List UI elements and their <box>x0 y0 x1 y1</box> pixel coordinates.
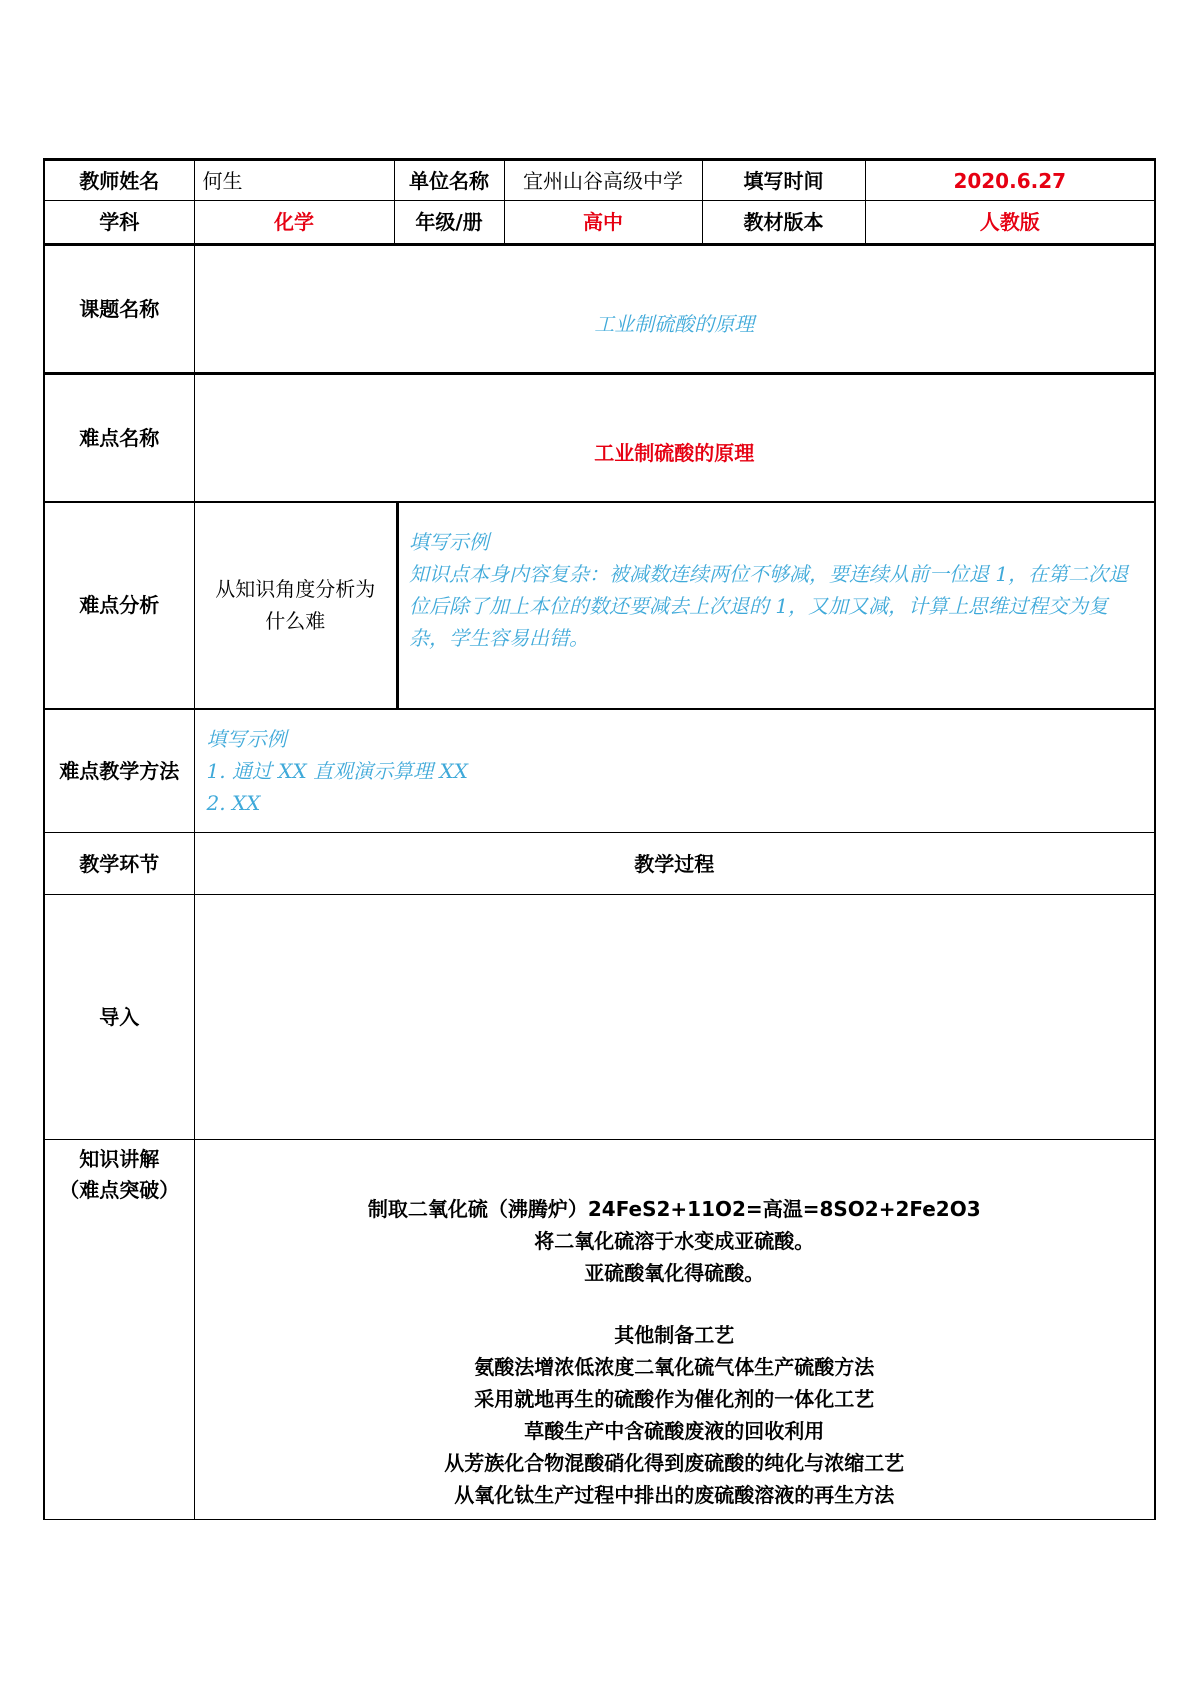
knowledge-gap <box>195 1289 1155 1319</box>
difficulty-value: 工业制硫酸的原理 <box>194 374 1155 502</box>
fill-date: 2020.6.27 <box>865 160 1155 201</box>
topic-value: 工业制硫酸的原理 <box>194 245 1155 374</box>
teacher-name: 何生 <box>194 160 394 201</box>
knowledge-line: 采用就地再生的硫酸作为催化剂的一体化工艺 <box>474 1387 875 1411</box>
knowledge-label-line2: （难点突破） <box>59 1178 180 1202</box>
knowledge-line: 亚硫酸氧化得硫酸。 <box>584 1261 765 1285</box>
teacher-name-label: 教师姓名 <box>44 160 194 201</box>
process-header-row <box>44 833 1155 895</box>
header-row-1 <box>44 160 1155 201</box>
knowledge-row <box>44 1140 1155 1520</box>
knowledge-label-line1: 知识讲解 <box>79 1147 160 1171</box>
knowledge-line: 制取二氧化硫（沸腾炉）24FeS2+11O2=高温=8SO2+2Fe2O3 <box>367 1197 981 1221</box>
subject-label: 学科 <box>44 201 194 245</box>
header-row-2 <box>44 201 1155 245</box>
analysis-inner <box>195 503 1155 708</box>
process-label: 教学过程 <box>194 833 1155 895</box>
knowledge-label <box>44 1140 194 1520</box>
unit-name: 宜州山谷高级中学 <box>504 160 702 201</box>
edition-label: 教材版本 <box>702 201 865 245</box>
method-sample-title: 填写示例 <box>206 726 287 751</box>
stage-label: 教学环节 <box>44 833 194 895</box>
difficulty-row <box>44 374 1155 502</box>
intro-content <box>194 895 1155 1140</box>
edition-value: 人教版 <box>865 201 1155 245</box>
knowledge-line: 将二氧化硫溶于水变成亚硫酸。 <box>534 1229 815 1253</box>
method-label: 难点教学方法 <box>44 709 194 833</box>
analysis-sample <box>398 503 1155 708</box>
lesson-plan-table <box>43 158 1156 1520</box>
method-content <box>194 709 1155 833</box>
knowledge-line: 其他制备工艺 <box>614 1323 735 1347</box>
grade-value: 高中 <box>504 201 702 245</box>
knowledge-line: 从芳族化合物混酸硝化得到废硫酸的纯化与浓缩工艺 <box>444 1451 905 1475</box>
analysis-sample-text: 知识点本身内容复杂：被减数连续两位不够减，要连续从前一位退 1，在第二次退位后除了加上本位的数还要减去上次退的 1，又加又减，计算上思维过程交为复杂，学生容易出错。 <box>409 562 1129 650</box>
analysis-sample-title: 填写示例 <box>409 530 489 554</box>
difficulty-label: 难点名称 <box>44 374 194 502</box>
method-item-2: 2. XX <box>206 790 261 815</box>
subject-value: 化学 <box>194 201 394 245</box>
knowledge-content <box>194 1140 1155 1520</box>
method-item-1: 1. 通过 XX 直观演示算理 XX <box>206 758 468 783</box>
method-row <box>44 709 1155 833</box>
date-label: 填写时间 <box>702 160 865 201</box>
intro-row <box>44 895 1155 1140</box>
topic-row <box>44 245 1155 374</box>
analysis-sub-label: 从知识角度分析为什么难 <box>215 577 376 633</box>
analysis-content <box>194 502 1155 709</box>
knowledge-line: 氨酸法增浓低浓度二氧化硫气体生产硫酸方法 <box>474 1355 875 1379</box>
intro-label: 导入 <box>44 895 194 1140</box>
knowledge-line: 草酸生产中含硫酸废液的回收利用 <box>524 1419 825 1443</box>
analysis-label: 难点分析 <box>44 502 194 709</box>
unit-label: 单位名称 <box>394 160 504 201</box>
topic-label: 课题名称 <box>44 245 194 374</box>
grade-label: 年级/册 <box>394 201 504 245</box>
analysis-row <box>44 502 1155 709</box>
knowledge-line: 从氧化钛生产过程中排出的废硫酸溶液的再生方法 <box>454 1483 895 1507</box>
